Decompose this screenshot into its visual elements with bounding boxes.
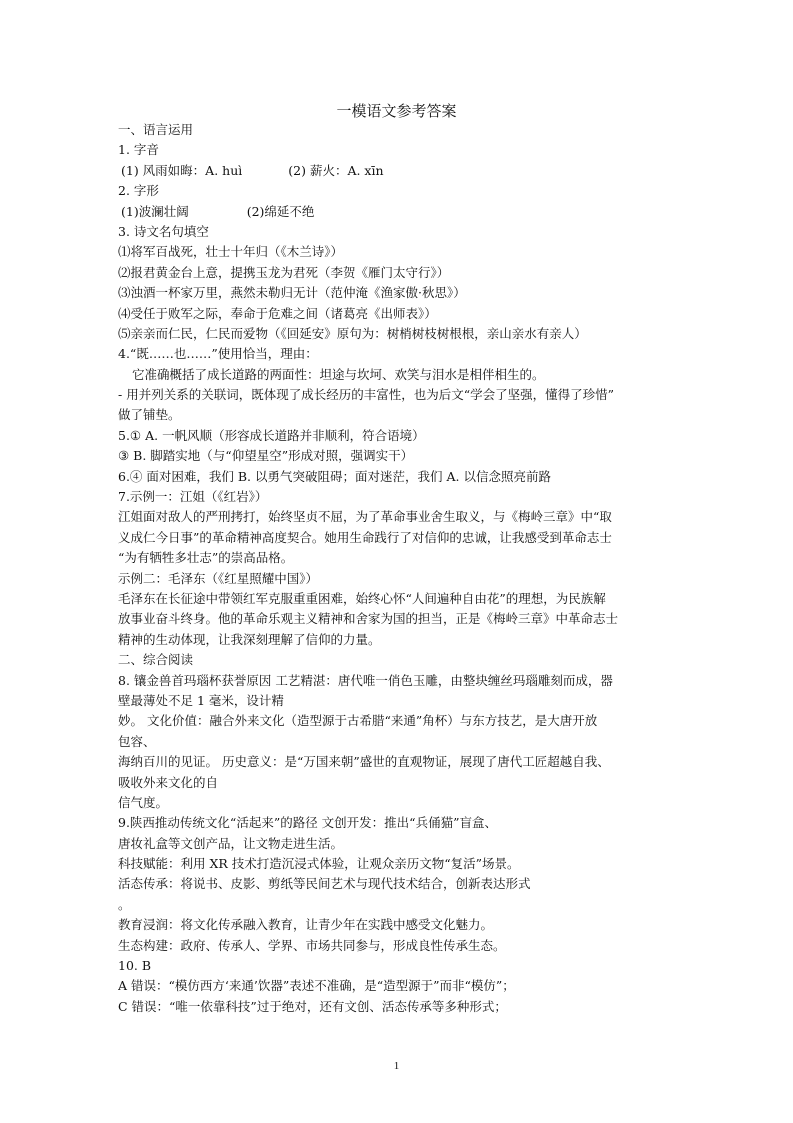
answer-line: 海纳百川的见证。 历史意义：是“万国来朝”盛世的直观物证，展现了唐代工匠超越自我、 [118,754,610,770]
answer-line: ⑸亲亲而仁民，仁民而爱物（《回延安》原句为：树梢树枝树根根，亲山亲水有亲人） [118,325,587,341]
answer-item: (2) 薪火：A. xīn [288,162,384,178]
page-number: 1 [393,1060,400,1072]
answer-line: 吸收外来文化的自 [118,774,219,790]
answer-item: (1) 风雨如晦：A. huì [121,162,243,178]
answer-line: 江姐面对敌人的严刑拷打，始终坚贞不屈，为了革命事业舍生取义，与《梅岭三章》中“取 [118,509,612,525]
answer-line: - 用并列关系的关联词，既体现了成长经历的丰富性，也为后文“学会了坚强，懂得了珍惜” [118,387,614,403]
answer-line: 10. B [118,958,152,974]
answer-line: A 错误：“模仿西方‘来通’饮器”表述不准确，是“造型源于”而非“模仿”； [118,978,515,994]
answer-line: 教育浸润：将文化传承融入教育，让青少年在实践中感受文化魅力。 [118,917,494,933]
answer-line: 包容、 [118,733,156,749]
answer-line: “为有牺牲多壮志”的崇高品格。 [118,550,294,566]
answer-line [118,202,688,222]
section-heading: 一、语言运用 [118,122,194,137]
question-label: 2. 字形 [118,183,159,199]
answer-line: 唐妆礼盒等文创产品，让文物走进生活。 [118,835,344,851]
answer-line: ⑵报君黄金台上意，提携玉龙为君死（李贺《雁门太守行》） [118,264,450,280]
answer-line: ③ B. 脚踏实地（与“仰望星空”形成对照，强调实干） [118,448,414,464]
answer-line: 9.陕西推动传统文化“活起来”的路径 文创开发：推出“兵俑猫”盲盒、 [118,815,497,831]
answer-content [118,120,688,1017]
answer-line: 8. 镶金兽首玛瑙杯获誉原因 工艺精湛：唐代唯一俏色玉雕，由整块缠丝玛瑙雕刻而成，器 [118,672,613,688]
answer-line: 6.④ 面对困难，我们 B. 以勇气突破阻碍；面对迷茫，我们 A. 以信念照亮前路 [118,468,551,484]
answer-line: 7.示例一：江姐（《红岩》） [118,489,268,505]
question-label: 3. 诗文名句填空 [118,223,209,239]
answer-line: 生态构建：政府、传承人、学界、市场共同参与，形成良性传承生态。 [118,937,506,953]
answer-line: ⑴将军百战死，壮士十年归（《木兰诗》） [118,244,344,260]
answer-line: C 错误：“唯一依靠科技”过于绝对，还有文创、活态传承等多种形式； [118,998,507,1014]
answer-line: 活态传承：将说书、皮影、剪纸等民间艺术与现代技术结合，创新表达形式 [118,876,531,892]
answer-line: 。 [118,896,131,912]
answer-line: 5.① A. 一帆风顺（形容成长道路并非顺利，符合语境） [118,427,425,443]
answer-item: (1)波澜壮阔 [121,203,189,219]
answer-line: 示例二：毛泽东（《红星照耀中国》） [118,570,319,586]
section-heading: 二、综合阅读 [118,652,194,668]
answer-line: ⑶浊酒一杯家万里，燕然未勒归无计（范仲淹《渔家傲·秋思》） [118,285,466,301]
answer-line [118,161,688,181]
answer-line: 它准确概括了成长道路的两面性：坦途与坎坷、欢笑与泪水是相伴相生的。 [132,366,545,382]
answer-item: (2)绵延不绝 [246,203,315,219]
question-label: 1. 字音 [118,142,159,158]
answer-line: 毛泽东在长征途中带领红军克服重重困难，始终心怀“人间遍种自由花”的理想，为民族解 [118,590,606,606]
answer-line: 壁最薄处不足 1 毫米，设计精 [118,692,284,708]
answer-line: 信气度。 [118,794,169,810]
answer-line: 做了铺垫。 [118,407,181,423]
answer-line: 精神的生动体现，让我深刻理解了信仰的力量。 [118,631,381,647]
answer-line: 妙。 文化价值：融合外来文化（造型源于古希腊“来通”角杯）与东方技艺，是大唐开放 [118,713,598,729]
answer-line: 科技赋能：利用 XR 技术打造沉浸式体验，让观众亲历文物“复活”场景。 [118,856,520,872]
document-title: 一模语文参考答案 [336,102,457,120]
answer-line: 义成仁今日事”的革命精神高度契合。她用生命践行了对信仰的忠诚，让我感受到革命志士 [118,529,612,545]
answer-line: 放事业奋斗终身。他的革命乐观主义精神和舍家为国的担当，正是《梅岭三章》中革命志士 [118,611,619,627]
answer-line: ⑷受任于败军之际，奉命于危难之间（诸葛亮《出师表》） [118,305,437,321]
question-label: 4.“既……也……”使用恰当，理由： [118,346,318,362]
